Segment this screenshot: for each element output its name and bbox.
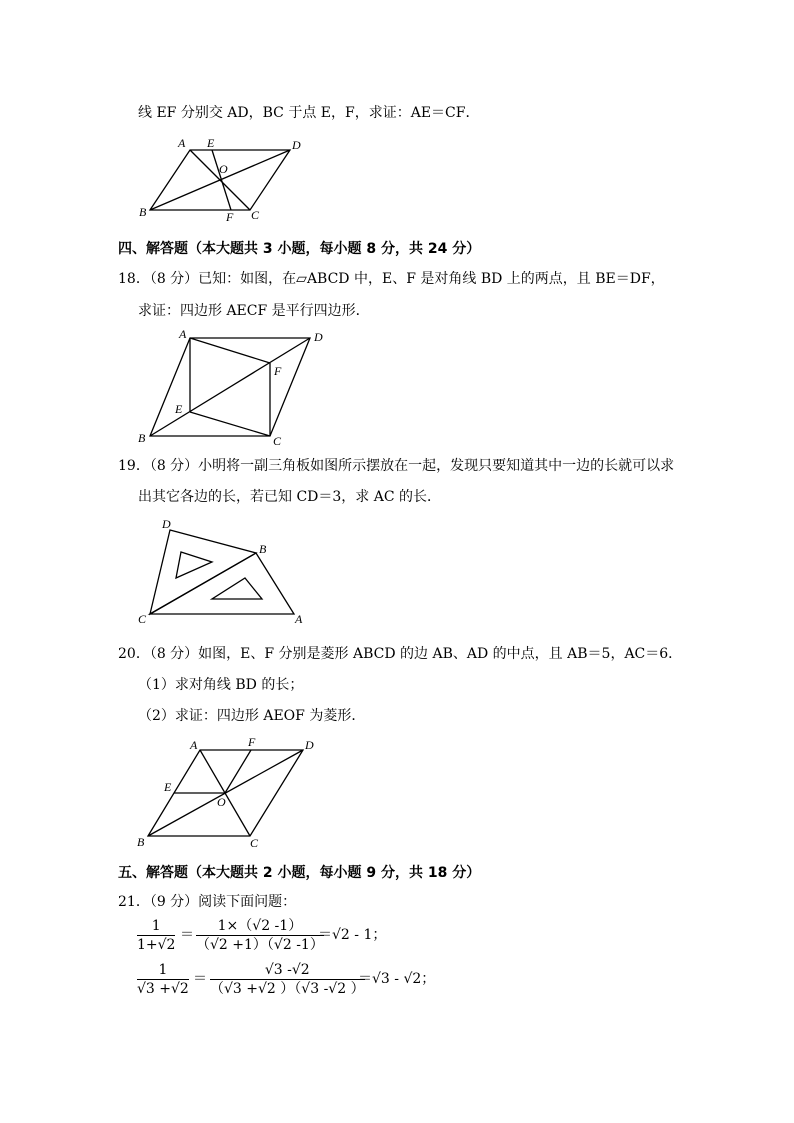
q21-eq1-fraction-2 (196, 918, 324, 953)
q20-label-b: B (137, 835, 145, 849)
q21-eq2-f1-numerator: 1 (137, 962, 189, 980)
q17-label-c: C (251, 208, 260, 222)
q21-eq1-f2-numerator: 1×（√2 -1） (196, 918, 324, 936)
section-4-title: 四、解答题（本大题共 3 小题，每小题 8 分，共 24 分） (118, 241, 481, 257)
q17-tail-text: 线 EF 分别交 AD，BC 于点 E，F，求证：AE＝CF． (138, 105, 480, 121)
q21-eq2-f2-numerator: √3 -√2 (210, 962, 365, 980)
q19-label-a: A (295, 612, 303, 626)
q21-line1: 21．（9 分）阅读下面问题： (118, 894, 297, 910)
q21-eq2-equals: ＝ (193, 971, 207, 987)
q21-eq2-f2-denominator: （√3 +√2 ）（√3 -√2 ） (210, 981, 365, 997)
q17-label-e: E (207, 136, 215, 150)
q20-part1: （1）求对角线 BD 的长； (138, 677, 304, 693)
q19-line2: 出其它各边的长，若已知 CD＝3，求 AC 的长． (138, 489, 442, 505)
q19-label-d: D (162, 517, 171, 531)
q19-line1: 19．（8 分）小明将一副三角板如图所示摆放在一起，发现只要知道其中一边的长就可以求 (118, 458, 675, 474)
q20-line1: 20．（8 分）如图，E、F 分别是菱形 ABCD 的边 AB、AD 的中点，且 AB＝5，AC＝6． (118, 646, 683, 662)
q18-label-f: F (274, 364, 282, 378)
q21-eq1-fraction-1 (137, 918, 175, 953)
q17-label-d: D (292, 138, 301, 152)
section-5-title: 五、解答题（本大题共 2 小题，每小题 9 分，共 18 分） (118, 865, 481, 881)
q20-label-a: A (190, 738, 198, 752)
q18-line2: 求证：四边形 AECF 是平行四边形． (138, 303, 370, 319)
q21-eq2-fraction-2 (210, 962, 365, 997)
q21-eq1-f1-denominator: 1+√2 (137, 937, 176, 953)
q20-label-e: E (164, 780, 172, 794)
q18-label-e: E (175, 402, 183, 416)
q20-label-d: D (305, 738, 314, 752)
q20-label-o: O (217, 795, 226, 809)
q21-eq2-f1-denominator: √3 +√2 (137, 981, 189, 997)
q17-label-a: A (178, 136, 186, 150)
q17-label-f: F (226, 210, 234, 224)
q19-label-c: C (138, 612, 147, 626)
q21-eq1-equals: ＝ (180, 927, 194, 943)
q18-label-a: A (179, 327, 187, 341)
q20-part2: （2）求证：四边形 AEOF 为菱形． (138, 708, 366, 724)
q21-eq1-result: ＝√2 - 1； (318, 927, 387, 943)
q21-eq1-f1-numerator: 1 (137, 918, 175, 936)
q21-eq1-f2-denominator: （√2 +1）（√2 -1） (196, 937, 324, 953)
q17-label-b: B (139, 205, 147, 219)
q19-label-b: B (259, 542, 267, 556)
q18-label-d: D (314, 330, 323, 344)
q21-eq2-result: ＝√3 - √2； (358, 971, 436, 987)
q18-line1: 18．（8 分）已知：如图，在▱ABCD 中，E、F 是对角线 BD 上的两点，且 BE＝DF， (118, 271, 665, 287)
q18-label-b: B (138, 431, 146, 445)
q18-label-c: C (273, 434, 282, 448)
q20-label-c: C (250, 836, 259, 850)
q17-label-o: O (219, 162, 228, 176)
q20-label-f: F (248, 735, 256, 749)
q21-eq2-fraction-1 (137, 962, 189, 997)
